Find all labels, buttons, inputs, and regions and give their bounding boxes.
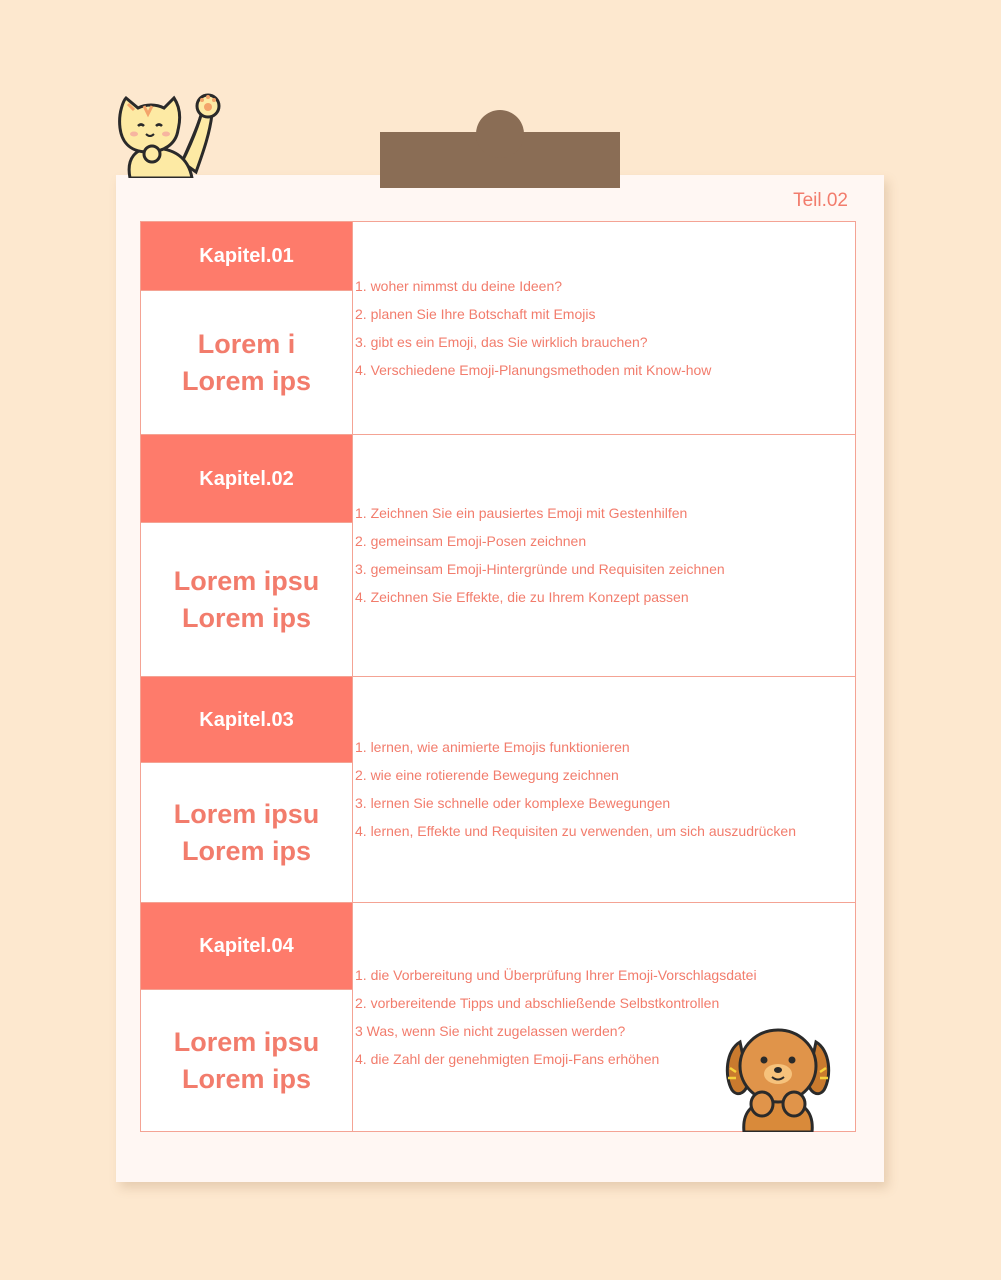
chapter-title-line-2: Lorem ips (181, 835, 312, 866)
chapter-title-line-1: Lorem ipsu (173, 798, 320, 829)
list-item: 4. die Zahl der genehmigten Emoji-Fans erhöhen (355, 1051, 660, 1067)
list-item: 4. Zeichnen Sie Effekte, die zu Ihrem Konzept passen (355, 589, 689, 605)
list-item: 2. vorbereitende Tipps und abschließende Selbstkontrollen (355, 995, 720, 1011)
chapter-title-line-2: Lorem ips (181, 602, 312, 633)
cat-mascot-icon (112, 92, 224, 178)
chapter-item-list (355, 272, 847, 384)
paper-clip-knob (476, 110, 524, 158)
chapter-title-line-1: Lorem ipsu (173, 565, 320, 596)
list-item: 2. wie eine rotierende Bewegung zeichnen (355, 767, 619, 783)
list-item: 3. gibt es ein Emoji, das Sie wirklich brauchen? (355, 334, 648, 350)
chapter-title (141, 989, 352, 1131)
list-item: 4. Verschiedene Emoji-Planungsmethoden mit Know-how (355, 362, 712, 378)
chapter-title-line-2: Lorem ips (181, 365, 312, 396)
chapter-title (141, 762, 352, 902)
list-item: 1. die Vorbereitung und Überprüfung Ihrer Emoji-Vorschlagsdatei (355, 967, 757, 983)
list-item: 3. gemeinsam Emoji-Hintergründe und Requisiten zeichnen (355, 561, 725, 577)
chapter-left-column (141, 222, 353, 434)
chapter-left-column (141, 435, 353, 676)
list-item: 1. lernen, wie animierte Emojis funktionieren (355, 739, 630, 755)
chapter-item-list (355, 733, 847, 845)
chapter-label: Kapitel.04 (141, 903, 352, 990)
chapter-label: Kapitel.03 (141, 677, 352, 763)
chapter-title-line-1: Lorem i (197, 328, 296, 359)
part-label: Teil.02 (793, 190, 848, 211)
chapter-title (141, 290, 352, 434)
chapter-item-list (355, 499, 847, 611)
list-item: 2. planen Sie Ihre Botschaft mit Emojis (355, 306, 596, 322)
chapter-section-3 (140, 676, 856, 903)
chapter-left-column (141, 677, 353, 902)
list-item: 3. lernen Sie schnelle oder komplexe Bewegungen (355, 795, 671, 811)
chapter-title-line-2: Lorem ips (181, 1063, 312, 1094)
chapter-left-column (141, 903, 353, 1131)
list-item: 4. lernen, Effekte und Requisiten zu verwenden, um sich auszudrücken (355, 823, 796, 839)
list-item: 2. gemeinsam Emoji-Posen zeichnen (355, 533, 587, 549)
list-item: 1. woher nimmst du deine Ideen? (355, 278, 563, 294)
chapter-label: Kapitel.02 (141, 435, 352, 523)
chapter-section-1 (140, 221, 856, 435)
chapter-title-line-1: Lorem ipsu (173, 1026, 320, 1057)
chapter-section-2 (140, 434, 856, 677)
dog-mascot-icon (722, 1020, 834, 1132)
chapter-label: Kapitel.01 (141, 222, 352, 291)
list-item: 1. Zeichnen Sie ein pausiertes Emoji mit Gestenhilfen (355, 505, 688, 521)
chapter-title (141, 522, 352, 676)
list-item: 3 Was, wenn Sie nicht zugelassen werden? (355, 1023, 626, 1039)
